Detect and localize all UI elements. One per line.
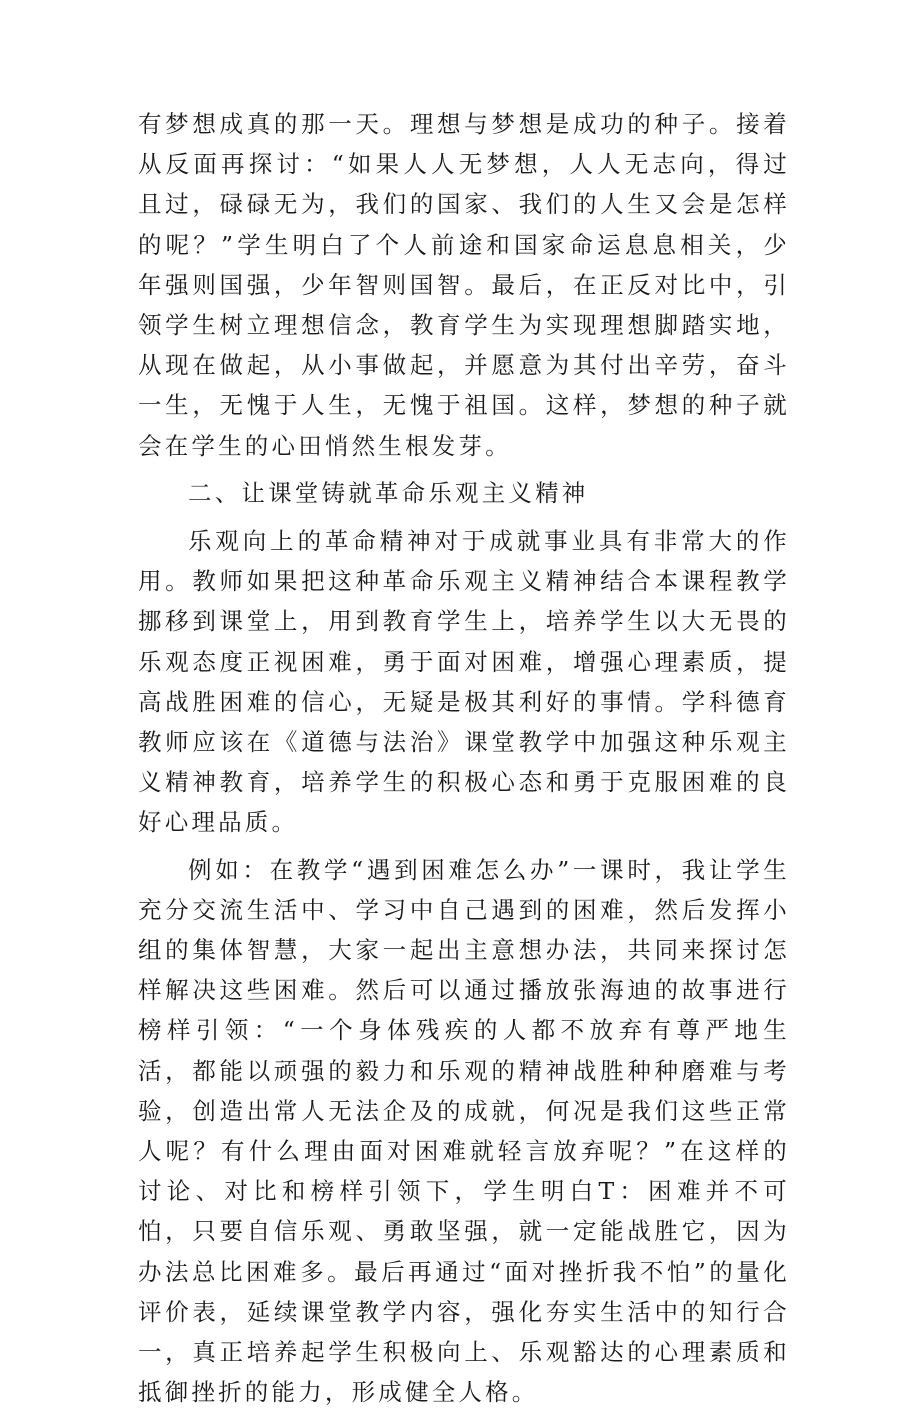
paragraph-optimism-spirit: 乐观向上的革命精神对于成就事业具有非常大的作用。教师如果把这种革命乐观主义精神结合本课程教学挪移到课堂上，用到教育学生上，培养学生以大无畏的乐观态度正视困难，勇于面对困难，增强心理素质，提高战胜困难的信心，无疑是极其利好的事情。学科德育教师应该在《道德与法治》课堂教学中加强这种乐观主义精神教育，培养学生的积极心态和勇于克服困难的良好心理品质。 — [138, 527, 790, 837]
paragraph-example: 例如：在教学“遇到困难怎么办”一课时，我让学生充分交流生活中、学习中自己遇到的困难，然后发挥小组的集体智慧，大家一起出主意想办法，共同来探讨怎样解决这些困难。然后可以通过播放张海迪的故事进行榜样引领：“一个身体残疾的人都不放弃有尊严地生活，都能以顽强的毅力和乐观的精神战胜种种磨难与考验，创造出常人无法企及的成就，何况是我们这些正常人呢？有什么理由面对困难就轻言放弃呢？”在这样的讨论、对比和榜样引领下，学生明白T：困难并不可怕，只要自信乐观、勇敢坚强，就一定能战胜它，因为办法总比困难多。最后再通过“面对挫折我不怕”的量化评价表，延续课堂教学内容，强化夯实生活中的知行合一，真正培养起学生积极向上、乐观豁达的心理素质和抵御挫折的能力，形成健全人格。 — [138, 855, 790, 1407]
paragraph-continuation: 有梦想成真的那一天。理想与梦想是成功的种子。接着从反面再探讨：“如果人人无梦想，人人无志向，得过且过，碌碌无为，我们的国家、我们的人生又会是怎样的呢？”学生明白了个人前途和国家命运息息相关，少年强则国强，少年智则国智。最后，在正反对比中，引领学生树立理想信念，教育学生为实现理想脚踏实地，从现在做起，从小事做起，并愿意为其付出辛劳，奋斗一生，无愧于人生，无愧于祖国。这样，梦想的种子就会在学生的心田悄然生根发芽。 — [138, 110, 790, 460]
section-heading: 二、让课堂铸就革命乐观主义精神 — [188, 478, 589, 507]
document-body — [138, 104, 790, 1413]
